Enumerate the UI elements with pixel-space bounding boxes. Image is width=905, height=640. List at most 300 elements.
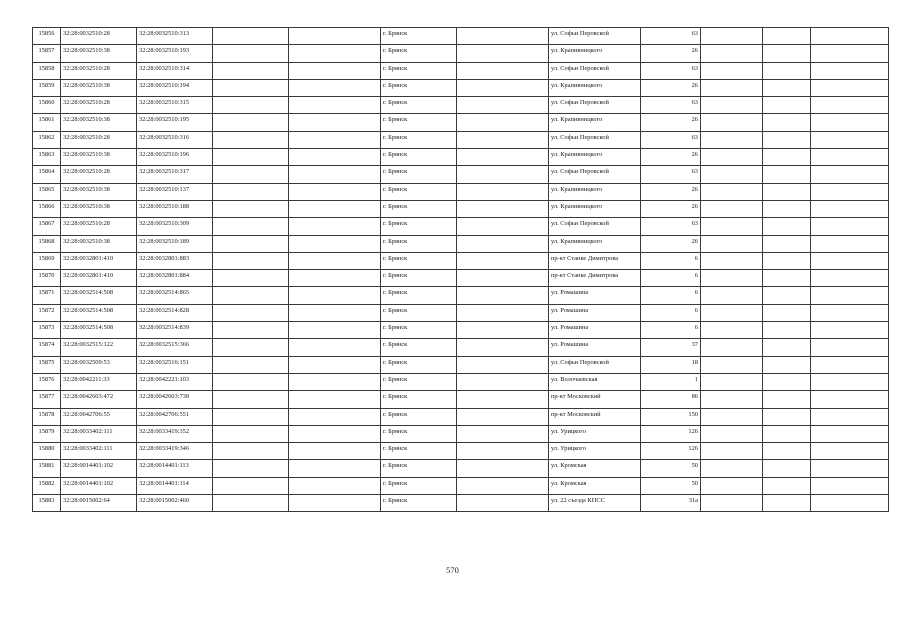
parent-cadastral-number-cell: 32:28:0032510:38 — [61, 200, 137, 217]
parent-cadastral-number-cell: 32:28:0032510:38 — [61, 114, 137, 131]
city-cell: г. Брянск — [381, 79, 457, 96]
table-row — [33, 477, 889, 494]
empty-cell-cell — [289, 339, 381, 356]
city-cell: г. Брянск — [381, 200, 457, 217]
table-body — [33, 28, 889, 512]
empty-cell-cell — [763, 373, 811, 390]
street-cell: ул. 22 съезда КПСС — [549, 495, 641, 512]
empty-cell-cell — [213, 252, 289, 269]
empty-cell-cell — [701, 425, 763, 442]
empty-cell-cell — [811, 339, 889, 356]
empty-cell-cell — [289, 131, 381, 148]
empty-cell-cell — [701, 28, 763, 45]
empty-cell-cell — [213, 356, 289, 373]
row-number-cell: 15866 — [33, 200, 61, 217]
empty-cell-cell — [289, 218, 381, 235]
street-cell: пр-кт Станке Димитрова — [549, 270, 641, 287]
city-cell: г. Брянск — [381, 114, 457, 131]
house-number-cell: 63 — [641, 131, 701, 148]
empty-cell-cell — [457, 218, 549, 235]
empty-cell-cell — [213, 287, 289, 304]
street-cell: ул. Крапивницкого — [549, 235, 641, 252]
empty-cell-cell — [457, 62, 549, 79]
empty-cell-cell — [457, 45, 549, 62]
city-cell: г. Брянск — [381, 408, 457, 425]
empty-cell-cell — [701, 131, 763, 148]
city-cell: г. Брянск — [381, 477, 457, 494]
street-cell: ул. Волочаевская — [549, 373, 641, 390]
house-number-cell: 50 — [641, 477, 701, 494]
street-cell: ул. Ромашина — [549, 322, 641, 339]
house-number-cell: 150 — [641, 408, 701, 425]
table-row — [33, 322, 889, 339]
cadastral-number-cell: 32:28:0032510:137 — [137, 183, 213, 200]
parent-cadastral-number-cell: 32:28:0032509:53 — [61, 356, 137, 373]
empty-cell-cell — [457, 131, 549, 148]
house-number-cell: 26 — [641, 149, 701, 166]
empty-cell-cell — [701, 218, 763, 235]
empty-cell-cell — [701, 339, 763, 356]
empty-cell-cell — [457, 149, 549, 166]
table-row — [33, 373, 889, 390]
empty-cell-cell — [213, 408, 289, 425]
empty-cell-cell — [811, 460, 889, 477]
house-number-cell: 6 — [641, 322, 701, 339]
empty-cell-cell — [701, 252, 763, 269]
empty-cell-cell — [457, 322, 549, 339]
street-cell: ул. Урицкого — [549, 443, 641, 460]
row-number-cell: 15862 — [33, 131, 61, 148]
parent-cadastral-number-cell: 32:28:0032801:410 — [61, 270, 137, 287]
empty-cell-cell — [289, 477, 381, 494]
table-row — [33, 443, 889, 460]
empty-cell-cell — [213, 45, 289, 62]
empty-cell-cell — [763, 62, 811, 79]
empty-cell-cell — [457, 495, 549, 512]
city-cell: г. Брянск — [381, 460, 457, 477]
empty-cell-cell — [457, 443, 549, 460]
empty-cell-cell — [213, 391, 289, 408]
empty-cell-cell — [763, 79, 811, 96]
empty-cell-cell — [763, 443, 811, 460]
house-number-cell: 63 — [641, 166, 701, 183]
table-row — [33, 183, 889, 200]
empty-cell-cell — [289, 408, 381, 425]
city-cell: г. Брянск — [381, 270, 457, 287]
street-cell: ул. Крапивницкого — [549, 200, 641, 217]
city-cell: г. Брянск — [381, 391, 457, 408]
empty-cell-cell — [289, 97, 381, 114]
house-number-cell: 86 — [641, 391, 701, 408]
empty-cell-cell — [213, 304, 289, 321]
row-number-cell: 15881 — [33, 460, 61, 477]
table-row — [33, 235, 889, 252]
empty-cell-cell — [289, 235, 381, 252]
parent-cadastral-number-cell: 32:28:0032801:410 — [61, 252, 137, 269]
empty-cell-cell — [763, 270, 811, 287]
cadastral-number-cell: 32:28:0033419:352 — [137, 425, 213, 442]
empty-cell-cell — [457, 166, 549, 183]
table-row — [33, 62, 889, 79]
city-cell: г. Брянск — [381, 166, 457, 183]
empty-cell-cell — [701, 373, 763, 390]
empty-cell-cell — [701, 79, 763, 96]
empty-cell-cell — [763, 356, 811, 373]
row-number-cell: 15865 — [33, 183, 61, 200]
row-number-cell: 15860 — [33, 97, 61, 114]
empty-cell-cell — [763, 218, 811, 235]
empty-cell-cell — [213, 425, 289, 442]
table-row — [33, 252, 889, 269]
empty-cell-cell — [701, 166, 763, 183]
cadastral-number-cell: 32:28:0032510:315 — [137, 97, 213, 114]
house-number-cell: 26 — [641, 200, 701, 217]
empty-cell-cell — [701, 114, 763, 131]
cadastral-number-cell: 32:28:0015002:460 — [137, 495, 213, 512]
empty-cell-cell — [811, 304, 889, 321]
empty-cell-cell — [289, 356, 381, 373]
empty-cell-cell — [457, 200, 549, 217]
empty-cell-cell — [213, 28, 289, 45]
cadastral-number-cell: 32:28:0042706:551 — [137, 408, 213, 425]
table-row — [33, 287, 889, 304]
empty-cell-cell — [763, 97, 811, 114]
city-cell: г. Брянск — [381, 356, 457, 373]
empty-cell-cell — [457, 477, 549, 494]
parent-cadastral-number-cell: 32:28:0032510:38 — [61, 79, 137, 96]
street-cell: пр-кт Московский — [549, 391, 641, 408]
empty-cell-cell — [289, 443, 381, 460]
cadastral-number-cell: 32:28:0014401:114 — [137, 477, 213, 494]
empty-cell-cell — [457, 408, 549, 425]
row-number-cell: 15872 — [33, 304, 61, 321]
street-cell: ул. Софьи Перовской — [549, 218, 641, 235]
row-number-cell: 15863 — [33, 149, 61, 166]
cadastral-number-cell: 32:28:0032510:193 — [137, 45, 213, 62]
row-number-cell: 15869 — [33, 252, 61, 269]
row-number-cell: 15858 — [33, 62, 61, 79]
city-cell: г. Брянск — [381, 97, 457, 114]
empty-cell-cell — [213, 373, 289, 390]
table-row — [33, 270, 889, 287]
parent-cadastral-number-cell: 32:28:0032515:122 — [61, 339, 137, 356]
empty-cell-cell — [213, 97, 289, 114]
table-row — [33, 28, 889, 45]
empty-cell-cell — [457, 287, 549, 304]
empty-cell-cell — [811, 477, 889, 494]
cadastral-number-cell: 32:28:0032801:883 — [137, 252, 213, 269]
parent-cadastral-number-cell: 32:28:0014401:102 — [61, 460, 137, 477]
parent-cadastral-number-cell: 32:28:0032510:28 — [61, 131, 137, 148]
parent-cadastral-number-cell: 32:28:0042603:472 — [61, 391, 137, 408]
empty-cell-cell — [763, 200, 811, 217]
empty-cell-cell — [289, 391, 381, 408]
table-row — [33, 218, 889, 235]
row-number-cell: 15859 — [33, 79, 61, 96]
empty-cell-cell — [289, 28, 381, 45]
street-cell: ул. Софьи Перовской — [549, 97, 641, 114]
empty-cell-cell — [289, 304, 381, 321]
cadastral-number-cell: 32:28:0032510:317 — [137, 166, 213, 183]
cadastral-number-cell: 32:28:0032514:828 — [137, 304, 213, 321]
empty-cell-cell — [457, 97, 549, 114]
cadastral-number-cell: 32:28:0032510:313 — [137, 28, 213, 45]
row-number-cell: 15883 — [33, 495, 61, 512]
parent-cadastral-number-cell: 32:28:0032510:38 — [61, 149, 137, 166]
city-cell: г. Брянск — [381, 339, 457, 356]
empty-cell-cell — [701, 45, 763, 62]
empty-cell-cell — [213, 218, 289, 235]
empty-cell-cell — [457, 252, 549, 269]
cadastral-number-cell: 32:28:0042603:738 — [137, 391, 213, 408]
house-number-cell: 18 — [641, 356, 701, 373]
cadastral-number-cell: 32:28:0032801:884 — [137, 270, 213, 287]
empty-cell-cell — [763, 183, 811, 200]
empty-cell-cell — [763, 322, 811, 339]
empty-cell-cell — [763, 28, 811, 45]
empty-cell-cell — [811, 200, 889, 217]
row-number-cell: 15874 — [33, 339, 61, 356]
parent-cadastral-number-cell: 32:28:0032510:38 — [61, 235, 137, 252]
empty-cell-cell — [213, 270, 289, 287]
parent-cadastral-number-cell: 32:28:0032510:28 — [61, 62, 137, 79]
empty-cell-cell — [763, 425, 811, 442]
empty-cell-cell — [763, 252, 811, 269]
row-number-cell: 15879 — [33, 425, 61, 442]
empty-cell-cell — [289, 373, 381, 390]
empty-cell-cell — [763, 45, 811, 62]
table-row — [33, 425, 889, 442]
street-cell: пр-кт Станке Димитрова — [549, 252, 641, 269]
parent-cadastral-number-cell: 32:28:0032514:508 — [61, 287, 137, 304]
parent-cadastral-number-cell: 32:28:0014401:102 — [61, 477, 137, 494]
street-cell: ул. Ромашина — [549, 287, 641, 304]
empty-cell-cell — [457, 356, 549, 373]
empty-cell-cell — [811, 322, 889, 339]
row-number-cell: 15877 — [33, 391, 61, 408]
empty-cell-cell — [213, 322, 289, 339]
empty-cell-cell — [289, 166, 381, 183]
empty-cell-cell — [701, 149, 763, 166]
empty-cell-cell — [811, 62, 889, 79]
city-cell: г. Брянск — [381, 252, 457, 269]
empty-cell-cell — [811, 252, 889, 269]
row-number-cell: 15880 — [33, 443, 61, 460]
empty-cell-cell — [289, 322, 381, 339]
empty-cell-cell — [701, 183, 763, 200]
empty-cell-cell — [763, 131, 811, 148]
parent-cadastral-number-cell: 32:28:0032510:28 — [61, 28, 137, 45]
empty-cell-cell — [289, 114, 381, 131]
house-number-cell: 6 — [641, 270, 701, 287]
table-row — [33, 79, 889, 96]
empty-cell-cell — [811, 443, 889, 460]
city-cell: г. Брянск — [381, 287, 457, 304]
empty-cell-cell — [701, 97, 763, 114]
empty-cell-cell — [811, 149, 889, 166]
empty-cell-cell — [763, 477, 811, 494]
empty-cell-cell — [811, 235, 889, 252]
cadastral-number-cell: 32:28:0032510:195 — [137, 114, 213, 131]
street-cell: пр-кт Московский — [549, 408, 641, 425]
empty-cell-cell — [811, 79, 889, 96]
parent-cadastral-number-cell: 32:28:0032510:28 — [61, 97, 137, 114]
house-number-cell: 50 — [641, 460, 701, 477]
empty-cell-cell — [289, 149, 381, 166]
empty-cell-cell — [811, 391, 889, 408]
empty-cell-cell — [457, 114, 549, 131]
parent-cadastral-number-cell: 32:28:0033402:111 — [61, 425, 137, 442]
empty-cell-cell — [213, 443, 289, 460]
table-row — [33, 45, 889, 62]
empty-cell-cell — [213, 460, 289, 477]
house-number-cell: 37 — [641, 339, 701, 356]
row-number-cell: 15871 — [33, 287, 61, 304]
empty-cell-cell — [213, 131, 289, 148]
empty-cell-cell — [289, 62, 381, 79]
cadastral-number-cell: 32:28:0032515:366 — [137, 339, 213, 356]
cadastral-number-cell: 32:28:0032514:865 — [137, 287, 213, 304]
table-row — [33, 391, 889, 408]
table-row — [33, 131, 889, 148]
empty-cell-cell — [457, 373, 549, 390]
city-cell: г. Брянск — [381, 28, 457, 45]
street-cell: ул. Софьи Перовской — [549, 28, 641, 45]
table-row — [33, 114, 889, 131]
empty-cell-cell — [811, 131, 889, 148]
street-cell: ул. Софьи Перовской — [549, 356, 641, 373]
city-cell: г. Брянск — [381, 495, 457, 512]
empty-cell-cell — [457, 270, 549, 287]
city-cell: г. Брянск — [381, 45, 457, 62]
row-number-cell: 15876 — [33, 373, 61, 390]
empty-cell-cell — [763, 391, 811, 408]
street-cell: ул. Софьи Перовской — [549, 166, 641, 183]
parent-cadastral-number-cell: 32:28:0032510:38 — [61, 45, 137, 62]
parent-cadastral-number-cell: 32:28:0032514:508 — [61, 322, 137, 339]
house-number-cell: 26 — [641, 235, 701, 252]
page-number: 570 — [446, 565, 459, 575]
row-number-cell: 15867 — [33, 218, 61, 235]
empty-cell-cell — [763, 339, 811, 356]
table-row — [33, 166, 889, 183]
row-number-cell: 15870 — [33, 270, 61, 287]
street-cell: ул. Крапивницкого — [549, 45, 641, 62]
empty-cell-cell — [763, 114, 811, 131]
house-number-cell: 63 — [641, 28, 701, 45]
empty-cell-cell — [213, 495, 289, 512]
cadastral-number-cell: 32:28:0032510:316 — [137, 131, 213, 148]
house-number-cell: 6 — [641, 252, 701, 269]
house-number-cell: 6 — [641, 304, 701, 321]
house-number-cell: 63 — [641, 97, 701, 114]
city-cell: г. Брянск — [381, 443, 457, 460]
table-row — [33, 97, 889, 114]
house-number-cell: 31а — [641, 495, 701, 512]
empty-cell-cell — [457, 183, 549, 200]
parent-cadastral-number-cell: 32:28:0042706:55 — [61, 408, 137, 425]
empty-cell-cell — [701, 477, 763, 494]
empty-cell-cell — [763, 235, 811, 252]
empty-cell-cell — [811, 270, 889, 287]
empty-cell-cell — [457, 28, 549, 45]
empty-cell-cell — [289, 183, 381, 200]
row-number-cell: 15861 — [33, 114, 61, 131]
empty-cell-cell — [213, 114, 289, 131]
empty-cell-cell — [457, 460, 549, 477]
empty-cell-cell — [457, 304, 549, 321]
empty-cell-cell — [811, 28, 889, 45]
house-number-cell: 126 — [641, 425, 701, 442]
empty-cell-cell — [811, 114, 889, 131]
empty-cell-cell — [289, 79, 381, 96]
cadastral-number-cell: 32:28:0033419:346 — [137, 443, 213, 460]
house-number-cell: 63 — [641, 218, 701, 235]
cadastral-number-cell: 32:28:0032516:151 — [137, 356, 213, 373]
empty-cell-cell — [213, 477, 289, 494]
empty-cell-cell — [213, 200, 289, 217]
street-cell: ул. Крапивницкого — [549, 114, 641, 131]
city-cell: г. Брянск — [381, 149, 457, 166]
document-page — [32, 27, 889, 512]
property-table — [32, 27, 889, 512]
parent-cadastral-number-cell: 32:28:0033402:111 — [61, 443, 137, 460]
house-number-cell: 6 — [641, 287, 701, 304]
empty-cell-cell — [763, 460, 811, 477]
empty-cell-cell — [213, 62, 289, 79]
cadastral-number-cell: 32:28:0032510:188 — [137, 200, 213, 217]
empty-cell-cell — [213, 235, 289, 252]
empty-cell-cell — [289, 287, 381, 304]
empty-cell-cell — [811, 425, 889, 442]
city-cell: г. Брянск — [381, 62, 457, 79]
table-row — [33, 495, 889, 512]
empty-cell-cell — [457, 339, 549, 356]
city-cell: г. Брянск — [381, 183, 457, 200]
city-cell: г. Брянск — [381, 304, 457, 321]
street-cell: ул. Ромашина — [549, 304, 641, 321]
street-cell: ул. Ромашина — [549, 339, 641, 356]
empty-cell-cell — [701, 200, 763, 217]
street-cell: ул. Крапивницкого — [549, 183, 641, 200]
street-cell: ул. Софьи Перовской — [549, 131, 641, 148]
empty-cell-cell — [701, 287, 763, 304]
house-number-cell: 26 — [641, 79, 701, 96]
empty-cell-cell — [811, 408, 889, 425]
city-cell: г. Брянск — [381, 425, 457, 442]
empty-cell-cell — [289, 45, 381, 62]
row-number-cell: 15868 — [33, 235, 61, 252]
house-number-cell: 63 — [641, 62, 701, 79]
cadastral-number-cell: 32:28:0032510:194 — [137, 79, 213, 96]
empty-cell-cell — [213, 79, 289, 96]
empty-cell-cell — [701, 460, 763, 477]
street-cell: ул. Софьи Перовской — [549, 62, 641, 79]
cadastral-number-cell: 32:28:0032514:839 — [137, 322, 213, 339]
cadastral-number-cell: 32:28:0042221:103 — [137, 373, 213, 390]
house-number-cell: 26 — [641, 183, 701, 200]
empty-cell-cell — [701, 408, 763, 425]
empty-cell-cell — [811, 356, 889, 373]
empty-cell-cell — [811, 97, 889, 114]
empty-cell-cell — [701, 495, 763, 512]
table-row — [33, 339, 889, 356]
city-cell: г. Брянск — [381, 218, 457, 235]
empty-cell-cell — [701, 62, 763, 79]
parent-cadastral-number-cell: 32:28:0032510:28 — [61, 166, 137, 183]
empty-cell-cell — [213, 183, 289, 200]
house-number-cell: 26 — [641, 114, 701, 131]
